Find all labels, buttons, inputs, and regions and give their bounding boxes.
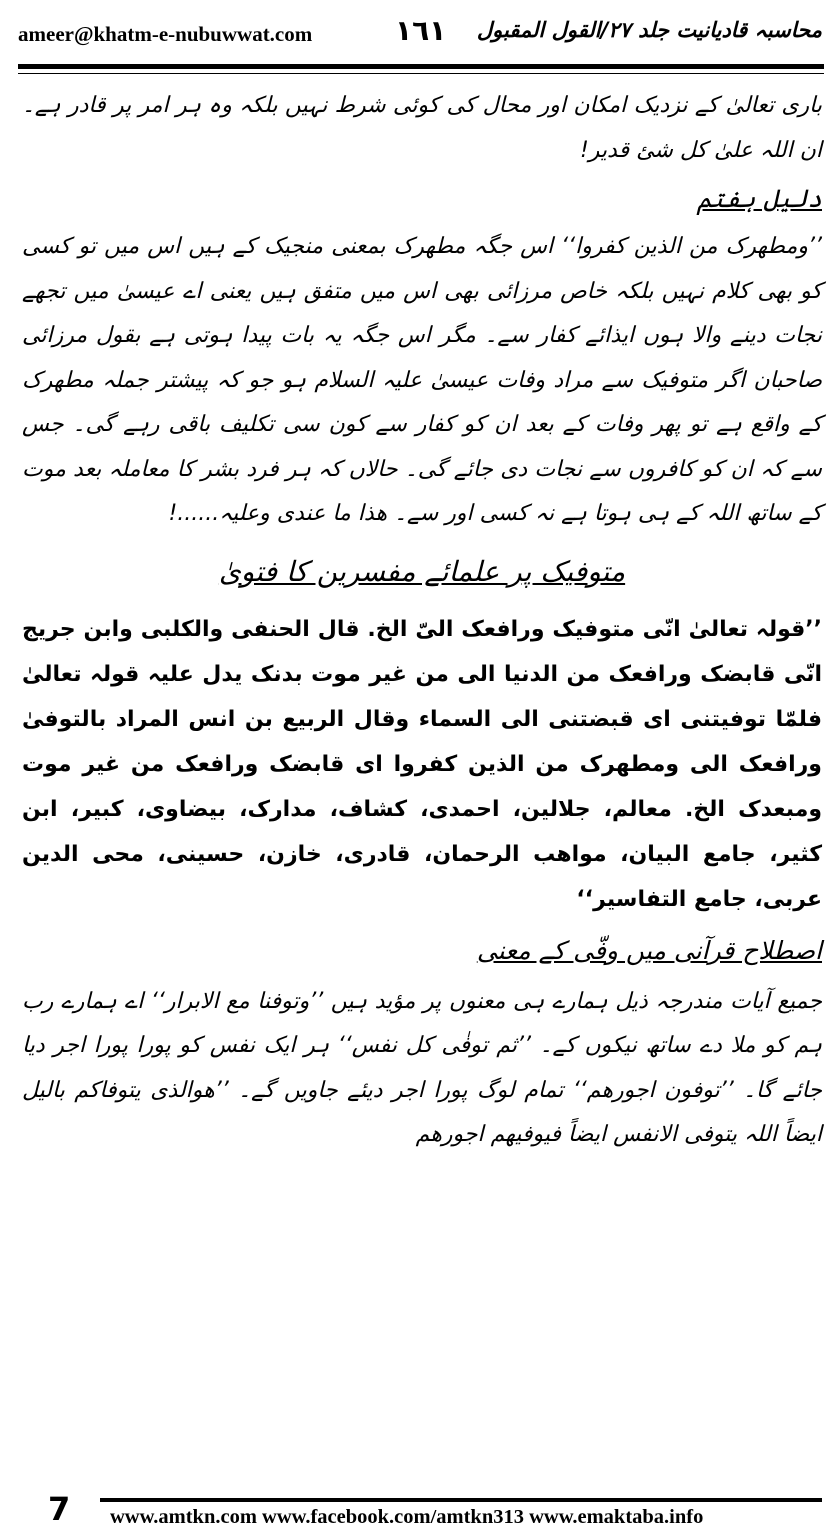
- paragraph-arabic-quote: ’’قولہ تعالیٰ انّی متوفیک ورافعک الیّ الخ. قال الحنفی والکلبی وابن جریج انّی قابضک ورافعک من الدنیا الی من غیر موت بدنک یدل علیہ قولہ تعالیٰ فلمّا توفیتنی ای قبضتنی الی السماء وقال الربیع بن انس المراد بالتوفیٰ ورافعک الی ومطھرک من الذین کفروا ای قابضک ورافعک من غیر موت ومبعدک الخ. معالم، جلالین، احمدی، کشاف، مدارک، بیضاوی، کبیر، ابن کثیر، جامع البیان، مواھب الرحمان، قادری، خازن، حسینی، محی الدین عربی، جامع التفاسیر‘‘: [22, 616, 822, 912]
- header-book-title: محاسبہ قادیانیت جلد ۲۷/القول المقبول: [476, 18, 822, 42]
- page-content: [22, 84, 822, 1158]
- footer-urls: www.amtkn.com www.facebook.com/amtkn313 www.emaktaba.info: [110, 1506, 704, 1528]
- header-page-number: ١٦١: [395, 14, 447, 47]
- heading-seventh-argument: دلیل ہفتم: [696, 184, 822, 213]
- footer-rule: [100, 1498, 822, 1502]
- page-header: [0, 0, 840, 62]
- paragraph-intro: باری تعالیٰ کے نزدیک امکان اور محال کی کوئی شرط نہیں بلکہ وہ ہر امر پر قادر ہے۔ ان اللہ علیٰ کل شئ قدیر!: [22, 93, 822, 163]
- heading-commentators-fatwa: متوفیک پر علمائے مفسرین کا فتویٰ: [218, 554, 626, 588]
- heading-quranic-term: اصطلاح قرآنی میں وفّی کے معنی: [476, 935, 822, 965]
- header-rule-thin: [18, 73, 824, 74]
- paragraph-argument: ’’ومطھرک من الذین کفروا‘‘ اس جگہ مطھرک بمعنی منجیک کے ہیں اس میں تو کسی کو بھی کلام نہیں بلکہ خاص مرزائی بھی اس میں متفق ہیں یعنی اے عیسیٰ میں تجھے نجات دینے والا ہوں ایذائے کفار سے۔ مگر اس جگہ یہ بات پیدا ہوتی ہے بقول مرزائی صاحبان اگر متوفیک سے مراد وفات عیسیٰ علیہ السلام ہو جو کہ پیشتر جملہ مطھرک کے واقع ہے تو پھر وفات کے بعد ان کو کفار سے کون سی تکلیف باقی رہے گی۔ جس سے کہ ان کو کافروں سے نجات دی جائے گی۔ حالاں کہ ہر فرد بشر کا معاملہ بعد موت کے ساتھ اللہ کے ہی ہوتا ہے نہ کسی اور سے۔ ھذا ما عندی وعلیہ......!: [22, 234, 822, 526]
- header-email: ameer@khatm-e-nubuwwat.com: [18, 22, 313, 46]
- header-rule-thick: [18, 64, 824, 69]
- footer-page-number: 7: [48, 1490, 71, 1528]
- page-footer: [0, 1488, 840, 1540]
- paragraph-verses: جمیع آیات مندرجہ ذیل ہمارے ہی معنوں پر مؤید ہیں ’’وتوفنا مع الابرار‘‘ اے ہمارے رب ہم کو ملا دے ساتھ نیکوں کے۔ ’’ثم توفٰی کل نفس‘‘ ہر ایک نفس کو پورا پورا اجر دیا جائے گا۔ ’’توفون اجورھم‘‘ تمام لوگ پورا اجر دیئے جاویں گے۔ ’’ھوالذی یتوفاکم بالیل ایضاً اللہ یتوفی الانفس ایضاً فیوفیھم اجورھم: [22, 988, 822, 1147]
